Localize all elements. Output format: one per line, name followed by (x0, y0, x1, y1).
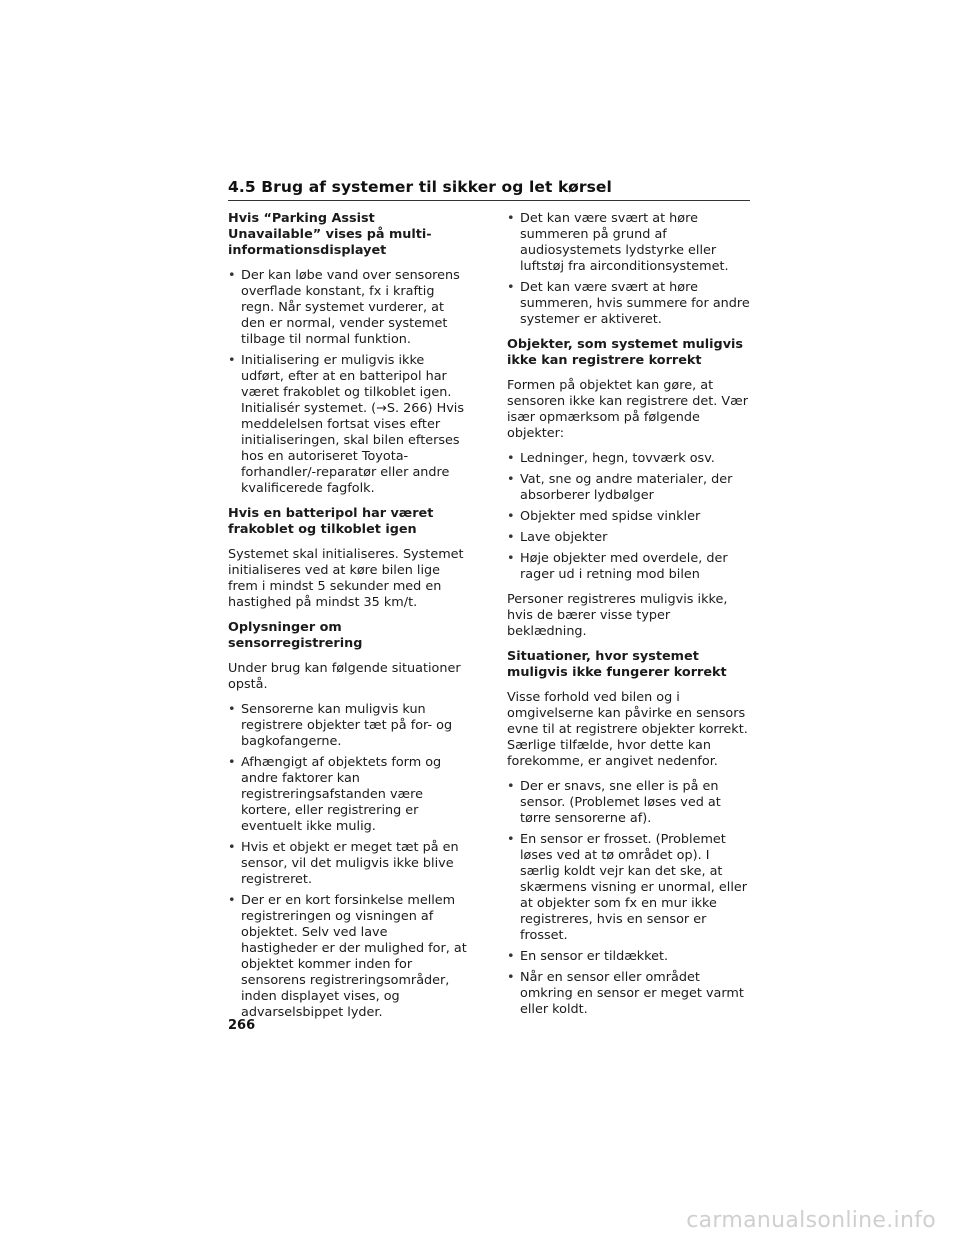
bullet-list-continued (507, 211, 751, 328)
list-item: • Sensorerne kan muligvis kun registrere objekter tæt på for- og bagkofangerne. (228, 702, 468, 750)
bullet-list-conditions (507, 779, 751, 1018)
list-item: • Initialisering er muligvis ikke udført, efter at en batteripol har været frakoblet og tilkoblet igen. Initialisér systemet. (→S. 266) Hvis meddelelsen fortsat vises efter initialiseringen, skal bilen efterses hos en autoriseret Toyota-forhandler/-reparatør eller andre kvalificerede fagfolk. (228, 353, 468, 497)
heading-system-malfunction: Situationer, hvor systemet muligvis ikke fungerer korrekt (507, 649, 727, 680)
list-item: • Der kan løbe vand over sensorens overflade konstant, fx i kraftig regn. Når systemet vurderer, at den er normal, vender systemet tilbage til normal funktion. (228, 268, 468, 348)
paragraph-object-shape: Formen på objektet kan gøre, at sensoren ikke kan registrere det. Vær især opmærksom på følgende objekter: (507, 378, 748, 441)
list-item: • Hvis et objekt er meget tæt på en sensor, vil det muligvis ikke blive registreret. (228, 840, 468, 888)
list-item: • Når en sensor eller området omkring en sensor er meget varmt eller koldt. (507, 970, 751, 1018)
bullet-list-unavailable (228, 268, 468, 497)
list-item: • Objekter med spidse vinkler (507, 509, 751, 525)
paragraph-situations: Under brug kan følgende situationer opstå. (228, 661, 461, 692)
paragraph-persons-clothing: Personer registreres muligvis ikke, hvis de bærer visse typer beklædning. (507, 592, 728, 639)
list-item: • Høje objekter med overdele, der rager ud i retning mod bilen (507, 551, 751, 583)
list-item: • Det kan være svært at høre summeren, hvis summere for andre systemer er aktiveret. (507, 280, 751, 328)
list-item: • Ledninger, hegn, tovværk osv. (507, 451, 751, 467)
paragraph-initialisation: Systemet skal initialiseres. Systemet initialiseres ved at køre bilen lige frem i mindst 5 sekunder med en hastighed på mindst 35 km/t. (228, 547, 464, 610)
section-header: 4.5 Brug af systemer til sikker og let kørsel (228, 178, 750, 201)
page-number: 266 (228, 1018, 256, 1033)
list-item: • Der er en kort forsinkelse mellem registreringen og visningen af objektet. Selv ved lave hastigheder er der mulighed for, at objektet kommer inden for sensorens registreringsområder, inden displayet vises, og advarselsbippet lyder. (228, 893, 468, 1021)
heading-parking-assist-unavailable: Hvis “Parking Assist Unavailable” vises på multi-informationsdisplayet (228, 211, 432, 258)
paragraph-conditions: Visse forhold ved bilen og i omgivelserne kan påvirke en sensors evne til at registrere objekter korrekt. Særlige tilfælde, hvor dette kan forekomme, er angivet nedenfor. (507, 690, 748, 769)
list-item: • En sensor er frosset. (Problemet løses ved at tø området op). I særlig koldt vejr kan det ske, at skærmens visning er unormal, eller at objekter som fx en mur ikke registreres, hvis en sensor er frosset. (507, 832, 751, 944)
list-item: • Det kan være svært at høre summeren på grund af audiosystemets lydstyrke eller luftstøj fra airconditionsystemet. (507, 211, 751, 275)
list-item: • Der er snavs, sne eller is på en sensor. (Problemet løses ved at tørre sensorerne af). (507, 779, 751, 827)
list-item: • Lave objekter (507, 530, 751, 546)
bullet-list-objects (507, 451, 751, 583)
heading-battery-disconnected: Hvis en batteripol har været frakoblet og tilkoblet igen (228, 506, 434, 537)
heading-sensor-detection-info: Oplysninger om sensorregistrering (228, 620, 363, 651)
watermark: carmanualsonline.info (686, 1208, 936, 1233)
list-item: • Vat, sne og andre materialer, der absorberer lydbølger (507, 472, 751, 504)
right-column (507, 211, 751, 1027)
bullet-list-sensor-info (228, 702, 468, 1021)
heading-objects-not-detected: Objekter, som systemet muligvis ikke kan registrere korrekt (507, 337, 744, 368)
list-item: • Afhængigt af objektets form og andre faktorer kan registreringsafstanden være kortere, eller registrering er eventuelt ikke mulig. (228, 755, 468, 835)
left-column (228, 211, 468, 1030)
list-item: • En sensor er tildækket. (507, 949, 751, 965)
